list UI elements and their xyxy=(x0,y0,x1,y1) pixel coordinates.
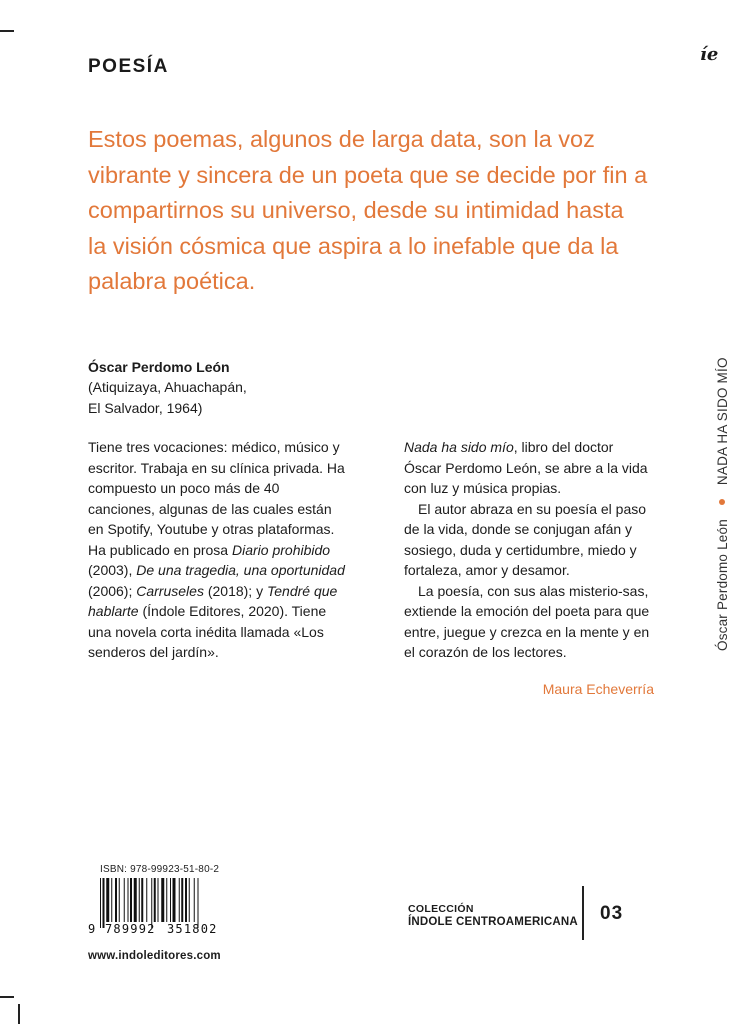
isbn-label: ISBN: 978-99923-51-80-2 xyxy=(100,864,220,875)
bio-text-4: (2018); y xyxy=(203,582,267,599)
review-text xyxy=(404,437,654,663)
bio-book-3: Carruseles xyxy=(136,582,204,599)
author-bio xyxy=(88,437,350,663)
bio-text-3: (2006); xyxy=(88,582,137,599)
crop-mark-bottom-left-vertical xyxy=(18,1004,20,1024)
review-paragraph-1-text: , libro del doctor Óscar Perdomo León, se abre a la vida con luz y música propias. xyxy=(404,439,648,496)
barcode-bar xyxy=(189,878,190,922)
barcode-bar xyxy=(115,878,117,922)
barcode-bar xyxy=(146,878,147,922)
spine-author: Óscar Perdomo León xyxy=(714,519,730,651)
crop-mark-top-left xyxy=(0,30,14,32)
review-book-title: Nada ha sido mío xyxy=(404,439,514,455)
barcode-bar xyxy=(141,878,143,922)
barcode-bar xyxy=(166,878,167,922)
bio-book-2: De una tragedia, una oportunidad xyxy=(136,562,345,578)
barcode-bar xyxy=(119,878,120,922)
spine-dot-icon xyxy=(719,499,725,505)
bio-book-4: Tendré que hablarte xyxy=(88,582,338,619)
barcode-bar xyxy=(181,878,183,922)
spine-text xyxy=(713,331,731,651)
barcode-bar xyxy=(130,878,132,922)
spine-title: NADA HA SIDO MÍO xyxy=(714,357,730,486)
publisher-website: www.indoleditores.com xyxy=(88,950,221,962)
barcode-digit-first: 9 xyxy=(88,922,96,936)
section-title: POESÍA xyxy=(88,56,169,77)
barcode-bar xyxy=(128,878,129,922)
collection-block xyxy=(408,903,578,929)
barcode-bar xyxy=(151,878,152,928)
bio-text-2: (2003), xyxy=(88,562,137,578)
barcode-digits-left: 789992 xyxy=(105,922,156,936)
bio-text-5: (Índole Editores, 2020). Tiene una novela corta inédita llamada «Los senderos del jardín». xyxy=(88,603,327,660)
review-paragraph-1 xyxy=(404,437,654,499)
bio-text-1: Tiene tres vocaciones: médico, músico y escritor. Trabaja en su clínica privada. Ha compuesto un poco más de 40 canciones, algunas de las cuales están en Spotify, Youtube y otras plataformas. Ha publicado en prosa xyxy=(88,439,345,558)
lead-text: Estos poemas, algunos de larga data, son la voz vibrante y sincera de un poeta que se decide por fin a compartirnos su universo, desde su intimidad hasta la visión cósmica que aspira a lo inefable que da la palabra poética. xyxy=(88,126,648,294)
barcode-bar xyxy=(194,878,195,922)
reviewer-name: Maura Echeverría xyxy=(542,681,654,697)
publisher-logo: íe xyxy=(700,44,719,65)
isbn-barcode xyxy=(88,878,228,928)
barcode-bar xyxy=(106,878,109,922)
author-origin-line-2: El Salvador, 1964) xyxy=(88,400,203,416)
barcode-bar xyxy=(161,878,164,922)
barcode-bar xyxy=(198,878,199,928)
barcode-bar xyxy=(179,878,180,922)
barcode-bar xyxy=(154,878,156,922)
author-name: Óscar Perdomo León xyxy=(88,359,230,375)
barcode-bar xyxy=(185,878,187,922)
crop-mark-bottom-left xyxy=(0,996,14,998)
barcode-bar xyxy=(158,878,159,922)
bio-book-1: Diario prohibido xyxy=(232,541,331,558)
barcode-digits-right: 351802 xyxy=(167,922,218,936)
barcode-bar xyxy=(124,878,125,922)
author-block xyxy=(88,357,358,419)
barcode-bar xyxy=(139,878,140,922)
collection-divider xyxy=(582,886,584,940)
collection-number: 03 xyxy=(600,903,624,924)
collection-name: ÍNDOLE CENTROAMERICANA xyxy=(408,916,578,928)
author-origin-line-1: (Atiquizaya, Ahuachapán, xyxy=(88,379,247,395)
review-paragraph-3: La poesía, con sus alas misterio-sas, extiende la emoción del poeta para que entre, juegue y crezca en la mente y en el corazón de los lectores. xyxy=(404,582,650,660)
barcode-bar xyxy=(134,878,137,922)
barcode-bar xyxy=(111,878,112,922)
barcode-bar xyxy=(170,878,171,922)
review-paragraph-2: El autor abraza en su poesía el paso de la vida, donde se conjugan afán y sosiego, duda y certidumbre, miedo y fortaleza, amor y desamor. xyxy=(404,500,647,578)
collection-label: COLECCIÓN xyxy=(408,903,474,915)
barcode-bar xyxy=(173,878,176,922)
barcode-bar xyxy=(103,878,105,928)
barcode-bar xyxy=(100,878,101,928)
